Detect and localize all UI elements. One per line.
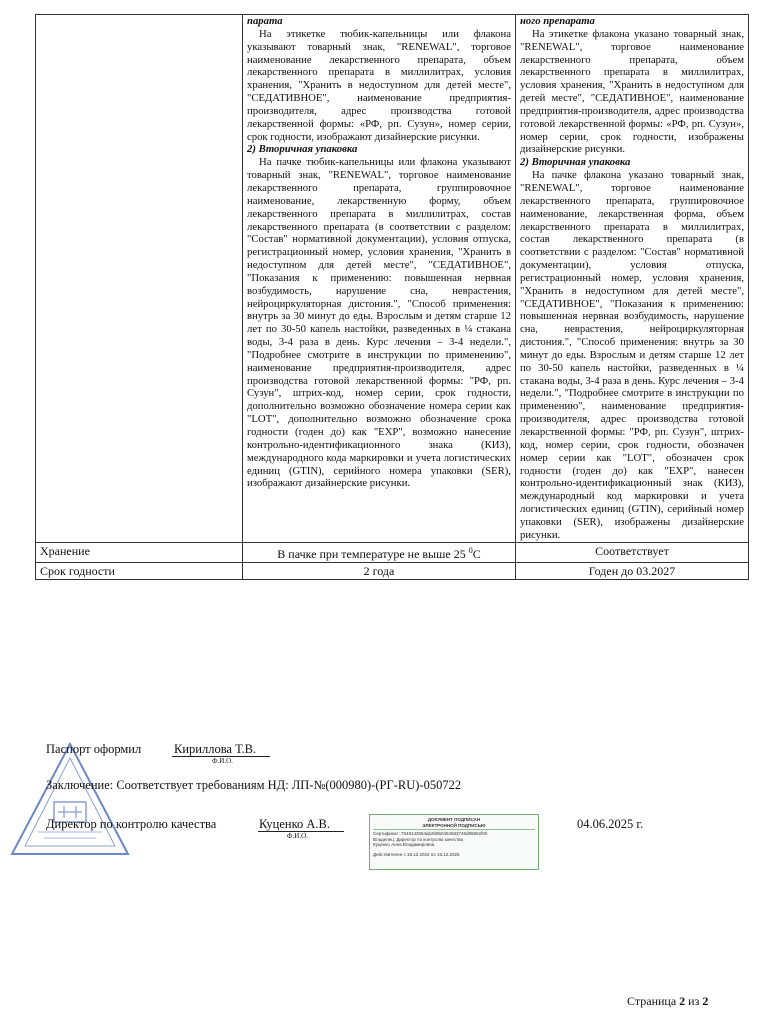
storage-spec-unit: С (472, 546, 481, 561)
shelf-life-result: Годен до 03.2027 (516, 562, 749, 579)
shelf-life-row (36, 562, 749, 579)
passport-name: Кириллова Т.В. (174, 742, 257, 756)
degree-sup: 0 (468, 545, 473, 555)
page-footer (627, 994, 708, 1009)
ecp-title-2: ЭЛЕКТРОННОЙ ПОДПИСЬЮ (422, 822, 486, 828)
result-heading-continuation: ного препарата (520, 15, 595, 27)
storage-label: Хранение (36, 542, 243, 562)
spec-secondary-heading: 2) Вторичная упаковка (247, 143, 358, 156)
footer-prefix: Страница (627, 994, 680, 1008)
quality-stamp (8, 740, 132, 858)
ecp-owner: Владелец: Директор по контролю качества (373, 836, 464, 842)
storage-result: Соответствует (516, 542, 749, 562)
packaging-result-cell (516, 15, 749, 543)
signature-date: 04.06.2025 г. (577, 817, 644, 831)
director-fio: Ф.И.О. (287, 832, 308, 840)
packaging-row (36, 15, 749, 543)
spec-table (35, 14, 749, 580)
conclusion: Заключение: Соответствует требованиям НД: ЛП-№(000980)-(РГ-RU)-050722 (46, 778, 462, 792)
director-label: Директор по контролю качества (46, 817, 217, 831)
result-secondary-text: На пачке флакона указано товарный знак, "RENEWAL", торговое наименование лекарственного препарата, группировочное наименование, лекарственная форма, объем лекарственного препарата в миллилитрах, состав лекарственного препарата (в соответствии с разделом: "Состав" нормативной документации), условия отпуска, регистрационный номер, условия хранения, "Хранить в недоступном для детей месте", "СЕДАТИВНОЕ", "Показания к применению: повышенная нервная возбудимость, нарушение сна, неврастения, нейроциркуляторная дистония.", "Способ применения: внутрь за 30 минут до еды. Взрослым и детям старше 12 лет по 30-50 капель настойки, разведенных в ¼ стакана воды, 3-4 раза в день. Курс лечения – 3-4 недели.", "Подробнее смотрите в инструкции по применению", наименование предприятия-производителя, адрес производства готовой лекарственной формы: "РФ, рп. Сузун", штрих-код, номер серии, срок годности, обозначен номер серии как "LOT", обозначен срок годности (годен до) как "EXP", нанесен контрольно-идентификационный знак (КИЗ), международный код маркировки и учета логистических единиц (GTIN), серийный номер упаковки (SER), изображены дизайнерские рисунки. (520, 169, 744, 541)
passport-label: Паспорт оформил (46, 742, 142, 756)
ecp-owner-name: Куценко Анна Владимировна (373, 842, 435, 847)
storage-spec-text: В пачке при температуре не выше 25 (277, 546, 466, 561)
ecp-cert: Сертификат: 7548143064ab2b9b0484583746d9690ef00 (373, 831, 488, 836)
ecp-divider (373, 829, 535, 830)
ecp-title-1: ДОКУМЕНТ ПОДПИСАН (427, 817, 481, 822)
storage-row (36, 542, 749, 562)
result-primary-text: На этикетке флакона указано товарный знак, "RENEWAL", торговое наименование лекарственного препарата, объем лекарственного препарата в миллилитрах, условия хранения, "Хранить в недоступном для детей месте", "СЕДАТИВНОЕ", наименование предприятия-производителя, адрес производства готовой лекарственной формы: «РФ, рп. Сузун», номер серии, срок годности, изображены дизайнерские рисунки. (520, 27, 744, 156)
spec-primary-text: На этикетке тюбик-капельницы или флакона указывают товарный знак, "RENEWAL", торговое наименование лекарственного препарата, объем лекарственного препарата в миллилитрах, условия хранения, "Хранить в недоступном для детей месте", "СЕДАТИВНОЕ", наименование предприятия-производителя, адрес производства готовой лекарственной формы: «РФ, рп. Сузун», номер серии, срок годности, изображают дизайнерские рисунки. (247, 27, 511, 143)
director-name: Куценко А.В. (259, 817, 331, 831)
packaging-spec-cell (243, 15, 516, 543)
ecp-validity: Действителен с 18.12.2024 по 18.12.2025 (373, 851, 460, 857)
electronic-signature-box (369, 814, 539, 870)
spec-secondary-text: На пачке тюбик-капельницы или флакона указывают товарный знак, "RENEWAL", торговое наименование лекарственного препарата, группировочное наименование, лекарственную форму, объем лекарственного препарата в миллилитрах, состав лекарственного препарата (в соответствии с разделом: "Состав" нормативной документации), условия отпуска, регистрационный номер, условия хранения, "Хранить в недоступном для детей месте", "СЕДАТИВНОЕ", "Показания к применению: повышенная нервная возбудимость, нарушение сна, неврастения, нейроциркуляторная дистония.", "Способ применения: внутрь за 30 минут до еды. Взрослым и детям старше 12 лет по 30-50 капель настойки, разведенных в ¼ стакана воды, 3-4 раза в день. Курс лечения – 3-4 недели.", "Подробнее смотрите в инструкции по применению", наименование предприятия-производителя, адрес производства готовой лекарственной формы: "РФ, рп. Сузун", штрих-код, номер серии, срок годности, дополнительно возможно обозначение номера серии как "LOT", дополнительно возможно обозначение срока годности (годен до) как "EXP", возможно нанесение контрольно-идентификационного знака (КИЗ), международного кода маркировки и учета логистических единиц (GTIN), серийного номера упаковки (SER), изображают дизайнерские рисунки. (247, 156, 511, 490)
result-secondary-heading: 2) Вторичная упаковка (520, 156, 631, 169)
footer-page: 2 (679, 994, 686, 1008)
director-line (258, 831, 344, 832)
shelf-life-spec: 2 года (243, 562, 516, 579)
passport-line (172, 756, 270, 757)
passport-fio: Ф.И.О. (212, 757, 233, 765)
shelf-life-label: Срок годности (36, 562, 243, 579)
footer-total: 2 (702, 994, 709, 1008)
packaging-label-cell (36, 15, 243, 543)
storage-spec (243, 542, 516, 562)
spec-heading-continuation: парата (247, 15, 283, 27)
footer-mid: из (685, 994, 703, 1008)
